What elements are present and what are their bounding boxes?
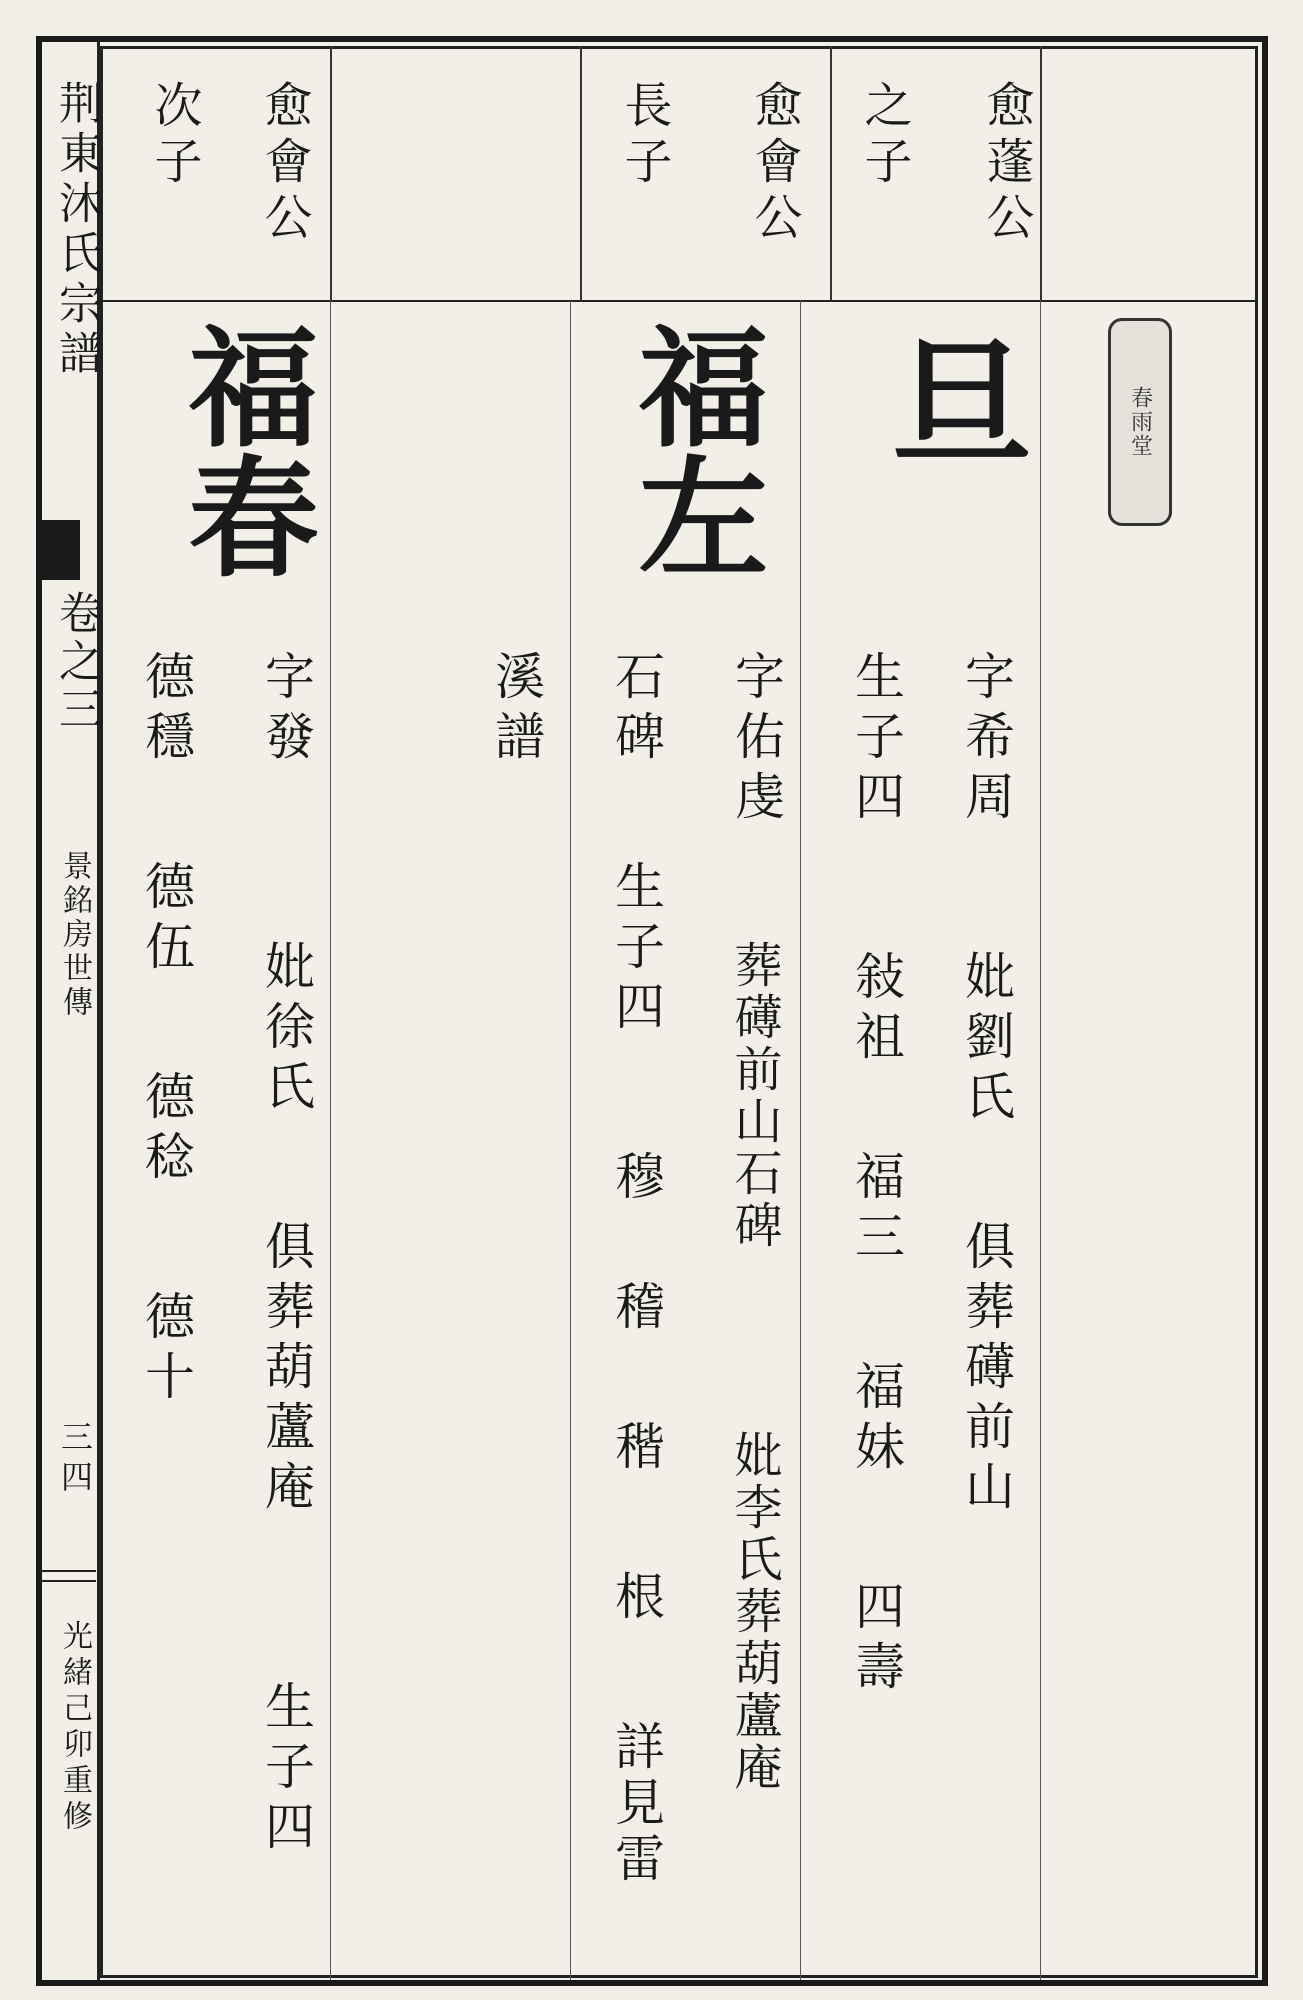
body-rule: [1040, 300, 1041, 1980]
header-relation-1: 之子: [856, 80, 912, 192]
entry-name: 福左: [617, 320, 770, 580]
son-name: 福妹: [847, 1360, 905, 1480]
entry-name: 旦: [868, 330, 1032, 470]
title-separator-mark: [40, 520, 80, 580]
entry-spouse: 妣劉氏: [957, 950, 1015, 1130]
entry-sons-intro: 生子四: [257, 1680, 315, 1860]
edition-label: 光緒己卯重修: [57, 1620, 92, 1836]
library-seal: [1108, 318, 1172, 526]
header-father-1: 愈蓬公: [978, 80, 1034, 248]
son-name: 稭: [607, 1420, 665, 1470]
edition-divider: [40, 1580, 96, 1582]
son-name: 敍祖: [847, 950, 905, 1070]
header-divider: [100, 300, 1258, 302]
entry-sons-intro: 生子四: [607, 860, 665, 1040]
header-father-2: 愈會公: [746, 80, 802, 248]
entry-burial: 俱葬礡前山: [957, 1220, 1015, 1520]
entry-courtesy: 字佑虔: [727, 650, 785, 830]
header-relation-2: 長子: [616, 80, 672, 192]
header-col-divider: [330, 46, 332, 300]
header-father-3: 愈會公: [256, 80, 312, 248]
entry-spouse: 妣李氏葬葫蘆庵: [726, 1430, 782, 1794]
entry-courtesy: 字發: [257, 650, 315, 770]
entry-spouse: 妣徐氏: [257, 940, 315, 1120]
section-label: 景銘房世傳: [57, 850, 92, 1020]
entry-note: 詳見雷: [607, 1720, 665, 1888]
son-name: 德稔: [137, 1070, 195, 1190]
header-relation-3: 次子: [146, 80, 202, 192]
book-title: 荆東沐氏宗譜: [51, 80, 102, 380]
seal-text: 春雨堂: [1127, 386, 1153, 458]
entry-courtesy: 字希周: [957, 650, 1015, 830]
son-name: 德伍: [137, 860, 195, 980]
son-name: 四壽: [847, 1580, 905, 1700]
body-rule: [800, 300, 801, 1980]
edition-divider: [40, 1570, 96, 1572]
entry-sons-intro: 生子四: [847, 650, 905, 830]
header-col-divider: [580, 46, 582, 300]
son-name: 稽: [607, 1280, 665, 1330]
entry-burial: 葬礡前山石碑: [726, 940, 782, 1252]
entry-name: 福春: [167, 320, 320, 580]
son-name: 穆: [607, 1150, 665, 1200]
page-number: 三四: [56, 1420, 94, 1500]
son-name: 德十: [137, 1290, 195, 1410]
entry-burial: 俱葬葫蘆庵: [257, 1220, 315, 1520]
header-col-divider: [830, 46, 832, 300]
son-name: 德穩: [137, 650, 195, 770]
son-name: 根: [607, 1570, 665, 1620]
son-name: 福三: [847, 1150, 905, 1270]
volume-label: 卷之三: [51, 590, 102, 734]
entry-note-continued: 溪譜: [487, 650, 545, 770]
body-rule: [570, 300, 571, 1980]
entry-burial-place: 石碑: [607, 650, 665, 770]
